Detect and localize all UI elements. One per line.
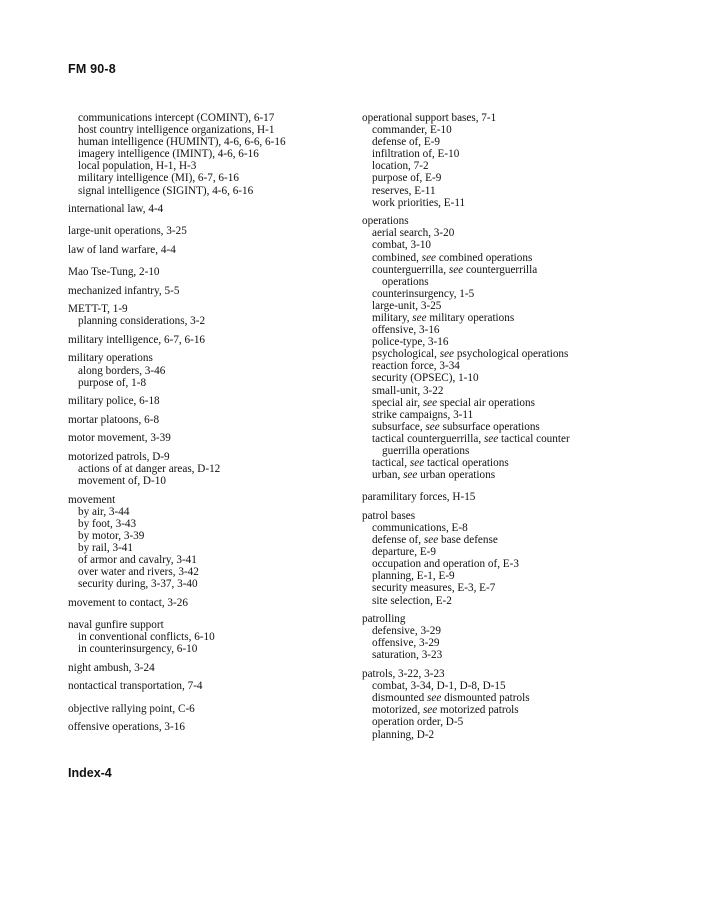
index-subentry: saturation, 3-23 xyxy=(372,649,443,662)
index-subentry: purpose of, E-9 xyxy=(372,172,442,185)
index-entry xyxy=(362,215,662,481)
subentry-target: base defense xyxy=(438,534,498,547)
index-entry xyxy=(68,395,350,407)
see-reference: see xyxy=(425,420,440,433)
index-term: large-unit operations, 3-25 xyxy=(68,225,187,238)
index-column-right xyxy=(362,112,662,747)
index-subentry: purpose of, 1-8 xyxy=(78,376,147,389)
subentry-prefix: counterguerrilla, xyxy=(372,263,449,276)
index-entry xyxy=(68,303,350,327)
index-subentry: location, 7-2 xyxy=(372,160,429,173)
index-subentry-continuation: guerrilla operations xyxy=(382,445,470,458)
index-subentry: imagery intelligence (IMINT), 4-6, 6-16 xyxy=(78,148,259,161)
index-subentry xyxy=(362,704,662,716)
subentry-target: military operations xyxy=(426,312,515,324)
index-subentry: small-unit, 3-22 xyxy=(372,384,444,397)
index-entry xyxy=(68,597,350,609)
index-term: movement to contact, 3-26 xyxy=(68,597,188,609)
see-reference: see xyxy=(483,432,499,445)
index-term: operational support bases, 7-1 xyxy=(362,112,497,124)
index-term: offensive operations, 3-16 xyxy=(68,721,185,734)
index-subentry: combat, 3-34, D-1, D-8, D-15 xyxy=(372,680,506,693)
index-subentry: defensive, 3-29 xyxy=(372,625,441,638)
index-subentry: human intelligence (HUMINT), 4-6, 6-6, 6-16 xyxy=(78,136,286,149)
index-subentry xyxy=(362,312,662,324)
see-reference: see xyxy=(422,704,438,717)
see-reference: see xyxy=(412,312,427,324)
index-subentry: planning considerations, 3-2 xyxy=(78,315,206,328)
index-subentry-continuation: operations xyxy=(382,275,429,288)
subentry-prefix: urban, xyxy=(372,469,404,482)
index-subentry: occupation and operation of, E-3 xyxy=(372,558,519,571)
index-subentry: of armor and cavalry, 3-41 xyxy=(78,554,197,567)
index-entry xyxy=(362,668,662,741)
subentry-target: subsurface operations xyxy=(439,420,540,433)
index-subentry: military intelligence (MI), 6-7, 6-16 xyxy=(78,172,239,185)
index-term: Mao Tse-Tung, 2-10 xyxy=(68,265,160,278)
index-entry xyxy=(68,494,350,591)
see-reference: see xyxy=(422,396,438,409)
index-subentry: aerial search, 3-20 xyxy=(372,227,455,240)
index-subentry: actions of at danger areas, D-12 xyxy=(78,463,221,476)
index-subentry: work priorities, E-11 xyxy=(372,196,466,209)
see-reference: see xyxy=(409,457,425,470)
subentry-target: tactical counter xyxy=(498,432,570,445)
index-subentry: counterinsurgency, 1-5 xyxy=(372,287,475,300)
index-term: patrols, 3-22, 3-23 xyxy=(362,668,445,681)
index-term: mortar platoons, 6-8 xyxy=(68,413,160,426)
index-subentry: infiltration of, E-10 xyxy=(372,148,460,161)
index-entry xyxy=(68,244,350,256)
index-entry xyxy=(68,414,350,426)
subentry-target: counterguerrilla xyxy=(463,263,538,276)
see-reference: see xyxy=(403,469,418,482)
index-entry xyxy=(362,112,662,209)
subentry-prefix: psychological, xyxy=(372,348,440,361)
see-reference: see xyxy=(423,534,439,547)
index-subentry: site selection, E-2 xyxy=(372,594,452,607)
index-subentry: communications intercept (COMINT), 6-17 xyxy=(78,112,275,124)
index-entry xyxy=(68,619,350,655)
subentry-target: motorized patrols xyxy=(437,704,519,717)
index-subentry: in conventional conflicts, 6-10 xyxy=(78,631,215,644)
index-entry xyxy=(68,432,350,444)
index-subentry: over water and rivers, 3-42 xyxy=(78,566,199,579)
index-entry xyxy=(68,451,350,487)
index-term: motor movement, 3-39 xyxy=(68,432,171,445)
see-reference: see xyxy=(448,263,464,276)
index-term: patrol bases xyxy=(362,509,416,522)
page-header: FM 90-8 xyxy=(68,62,116,76)
see-reference: see xyxy=(421,251,437,264)
index-entry xyxy=(68,285,350,297)
index-term: movement xyxy=(68,493,116,506)
subentry-target: tactical operations xyxy=(424,457,509,470)
subentry-target: urban operations xyxy=(417,469,496,482)
index-subentry: defense of, E-9 xyxy=(372,136,441,149)
index-entry xyxy=(68,352,350,388)
index-column-left xyxy=(68,112,350,740)
index-term: international law, 4-4 xyxy=(68,203,164,216)
subentry-prefix: military, xyxy=(372,312,413,324)
index-term: law of land warfare, 4-4 xyxy=(68,243,176,256)
index-subentry xyxy=(362,264,662,276)
index-term: military operations xyxy=(68,352,153,365)
index-subentry xyxy=(362,469,662,481)
index-subentry: by rail, 3-41 xyxy=(78,542,133,555)
index-entry xyxy=(362,613,662,661)
see-reference: see xyxy=(439,348,455,361)
index-subentry: local population, H-1, H-3 xyxy=(78,160,197,173)
index-subentry: movement of, D-10 xyxy=(78,475,166,488)
index-entry xyxy=(68,680,350,692)
index-subentry: commander, E-10 xyxy=(372,124,452,137)
index-term: mechanized infantry, 5-5 xyxy=(68,284,180,297)
index-term: METT-T, 1-9 xyxy=(68,303,128,316)
page-footer: Index-4 xyxy=(68,766,112,780)
index-term: military intelligence, 6-7, 6-16 xyxy=(68,333,206,346)
index-subentry: police-type, 3-16 xyxy=(372,336,449,349)
index-subentry: offensive, 3-16 xyxy=(372,324,440,337)
subentry-prefix: tactical, xyxy=(372,457,410,470)
index-subentry: by motor, 3-39 xyxy=(78,530,145,543)
index-subentry xyxy=(362,457,662,469)
index-subentry: in counterinsurgency, 6-10 xyxy=(78,643,198,656)
index-entry xyxy=(68,203,350,215)
subentry-target: special air operations xyxy=(437,396,535,409)
index-entry xyxy=(68,662,350,674)
subentry-prefix: special air, xyxy=(372,396,423,409)
index-term: motorized patrols, D-9 xyxy=(68,450,170,463)
subentry-target: psychological operations xyxy=(454,348,569,361)
index-term: objective rallying point, C-6 xyxy=(68,702,195,715)
index-subentry: planning, E-1, E-9 xyxy=(372,570,455,583)
subentry-prefix: subsurface, xyxy=(372,420,426,433)
index-entry xyxy=(68,721,350,733)
index-term: patrolling xyxy=(362,613,406,626)
subentry-target: dismounted patrols xyxy=(441,692,530,705)
index-entry xyxy=(68,703,350,715)
index-subentry xyxy=(362,433,662,445)
index-subentry xyxy=(362,421,662,433)
index-term: military police, 6-18 xyxy=(68,395,160,408)
index-subentry: along borders, 3-46 xyxy=(78,364,166,377)
subentry-prefix: defense of, xyxy=(372,534,424,547)
index-subentry: reserves, E-11 xyxy=(372,184,436,197)
index-entry xyxy=(68,266,350,278)
index-entry xyxy=(362,510,662,607)
index-subentry: host country intelligence organizations, H-1 xyxy=(78,124,275,137)
subentry-prefix: tactical counterguerrilla, xyxy=(372,432,484,445)
index-term: nontactical transportation, 7-4 xyxy=(68,680,203,693)
subentry-prefix: motorized, xyxy=(372,704,423,717)
index-term: night ambush, 3-24 xyxy=(68,661,155,674)
index-entry xyxy=(68,334,350,346)
index-subentry: signal intelligence (SIGINT), 4-6, 6-16 xyxy=(78,184,254,197)
index-subentry xyxy=(362,252,662,264)
index-subentry: reaction force, 3-34 xyxy=(372,360,460,373)
index-subentry xyxy=(362,534,662,546)
index-term: operations xyxy=(362,215,409,228)
index-subentry: communications, E-8 xyxy=(372,522,468,534)
index-subentry: security during, 3-37, 3-40 xyxy=(78,578,198,591)
see-reference: see xyxy=(427,692,442,705)
index-subentry: operation order, D-5 xyxy=(372,716,464,729)
index-subentry: large-unit, 3-25 xyxy=(372,299,442,312)
index-subentry: planning, D-2 xyxy=(372,728,435,741)
index-subentry: security (OPSEC), 1-10 xyxy=(372,372,479,385)
subentry-prefix: dismounted xyxy=(372,692,428,705)
index-subentry: by foot, 3-43 xyxy=(78,517,137,530)
subentry-target: combined operations xyxy=(436,251,533,264)
index-term: paramilitary forces, H-15 xyxy=(362,491,476,504)
index-term: naval gunfire support xyxy=(68,619,164,632)
index-entry xyxy=(362,491,662,503)
index-entry xyxy=(68,112,350,197)
index-subentry: combat, 3-10 xyxy=(372,239,432,252)
index-subentry: by air, 3-44 xyxy=(78,505,130,518)
index-subentry xyxy=(362,397,662,409)
index-subentry: strike campaigns, 3-11 xyxy=(372,408,474,421)
index-subentry xyxy=(362,692,662,704)
index-subentry: offensive, 3-29 xyxy=(372,637,440,650)
index-subentry: departure, E-9 xyxy=(372,546,436,559)
subentry-prefix: combined, xyxy=(372,251,422,264)
index-subentry xyxy=(362,348,662,360)
index-entry xyxy=(68,225,350,237)
index-subentry: security measures, E-3, E-7 xyxy=(372,582,496,595)
